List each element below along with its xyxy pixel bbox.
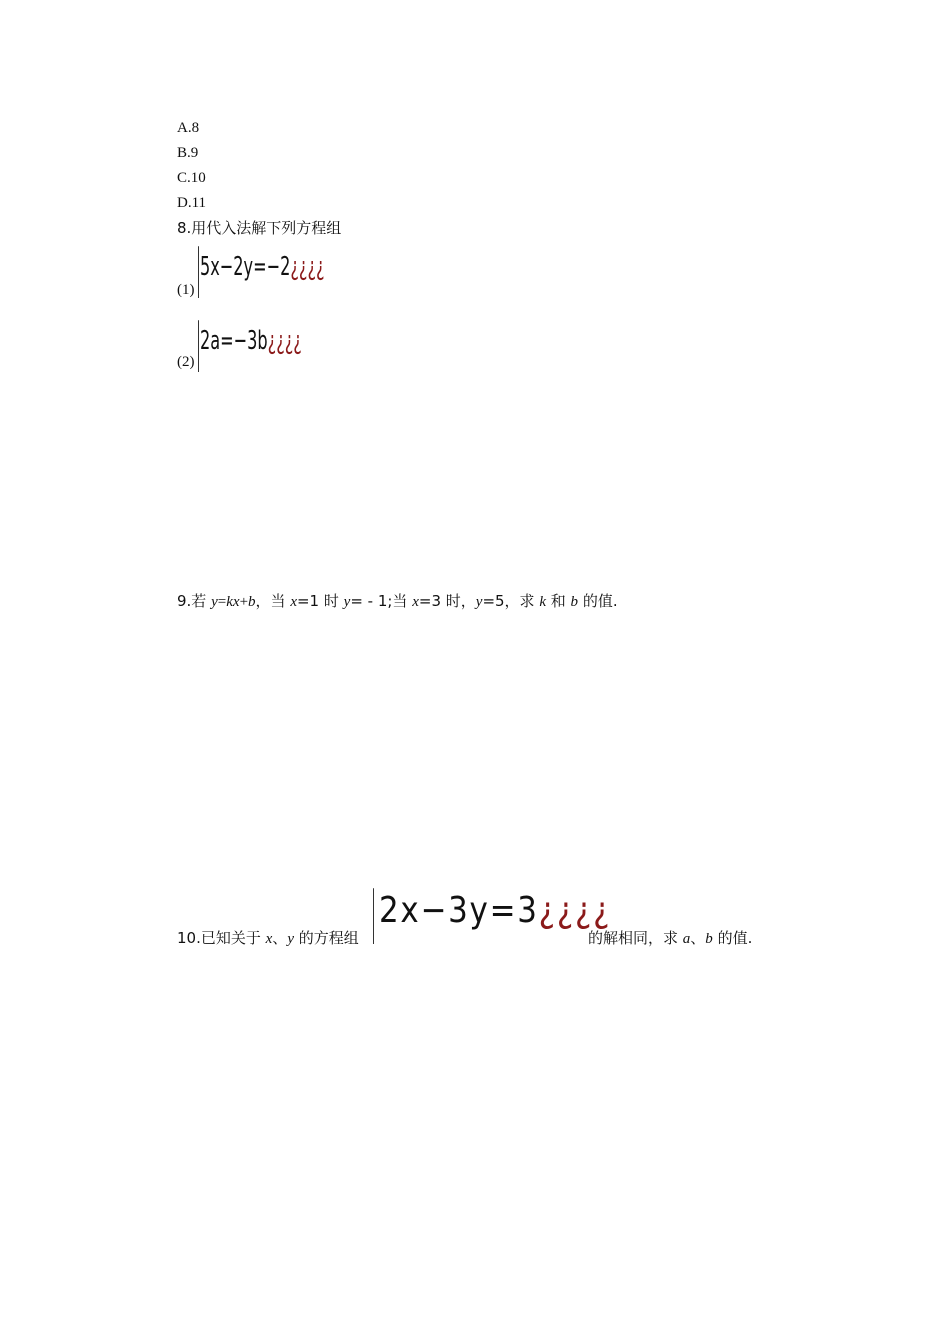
q8-part2-label: (2) <box>177 354 195 370</box>
q10-text-5: 、 <box>690 929 706 947</box>
q9-text-2: = <box>217 594 227 610</box>
q9-text-10: 的值. <box>578 592 618 610</box>
q9-text-3: + <box>239 594 249 610</box>
q9-text-4: ，当 <box>255 592 291 610</box>
q8-part1-equation-text: 5x−2y=−2 <box>200 252 291 282</box>
q10-equation <box>379 890 611 931</box>
q8-part1-equation <box>200 252 325 282</box>
option-c: C.10 <box>177 170 206 186</box>
q8-part1-label: (1) <box>177 282 195 298</box>
q8-part2-equation <box>200 326 302 356</box>
q10-text-1: 10.已知关于 <box>177 929 266 947</box>
q9-text-5: =1 时 <box>296 592 344 610</box>
q9-text-1: 9.若 <box>177 592 212 610</box>
q10-text-4: 的解相同，求 <box>588 929 683 947</box>
q9-var-k: k <box>539 594 546 610</box>
q10-text-6: 的值. <box>712 929 753 947</box>
q9-text-8: =5，求 <box>482 592 540 610</box>
q8-part2-marks: ¿¿¿¿ <box>267 326 302 356</box>
q9-var-x1: x <box>290 594 297 610</box>
q9-var-y2: y <box>475 594 483 610</box>
q8-part1-brace <box>198 246 199 298</box>
option-a: A.8 <box>177 120 200 136</box>
q10-var-a: a <box>682 931 691 947</box>
q10-marks: ¿¿¿¿ <box>538 890 612 931</box>
q10-text-3: 的方程组 <box>293 929 359 947</box>
question-9 <box>177 592 618 611</box>
q10-equation-text: 2x−3y=3 <box>379 890 539 931</box>
q10-var-b: b <box>705 931 713 947</box>
question-8-title: 8.用代入法解下列方程组 <box>177 219 342 237</box>
q9-var-y: y <box>211 594 218 610</box>
q10-tail <box>588 927 752 948</box>
option-b: B.9 <box>177 145 199 161</box>
q10-lead <box>177 927 359 948</box>
q9-var-kx: kx <box>226 594 240 610</box>
q8-part1-marks: ¿¿¿¿ <box>290 252 325 282</box>
q10-brace <box>373 888 374 944</box>
q9-var-b: b <box>248 594 256 610</box>
q10-var-y: y <box>287 931 294 947</box>
q8-part2-equation-text: 2a=−3b <box>200 326 268 356</box>
q9-text-7: =3 时， <box>418 592 476 610</box>
q9-var-x2: x <box>412 594 419 610</box>
q8-part2-brace <box>198 320 199 372</box>
q9-var-b2: b <box>570 594 579 610</box>
q10-var-x: x <box>265 931 273 947</box>
q10-text-2: 、 <box>272 929 288 947</box>
option-d: D.11 <box>177 195 207 211</box>
q9-var-y1: y <box>343 594 351 610</box>
q9-text-6: = - 1;当 <box>350 592 413 610</box>
q9-text-9: 和 <box>546 592 571 610</box>
